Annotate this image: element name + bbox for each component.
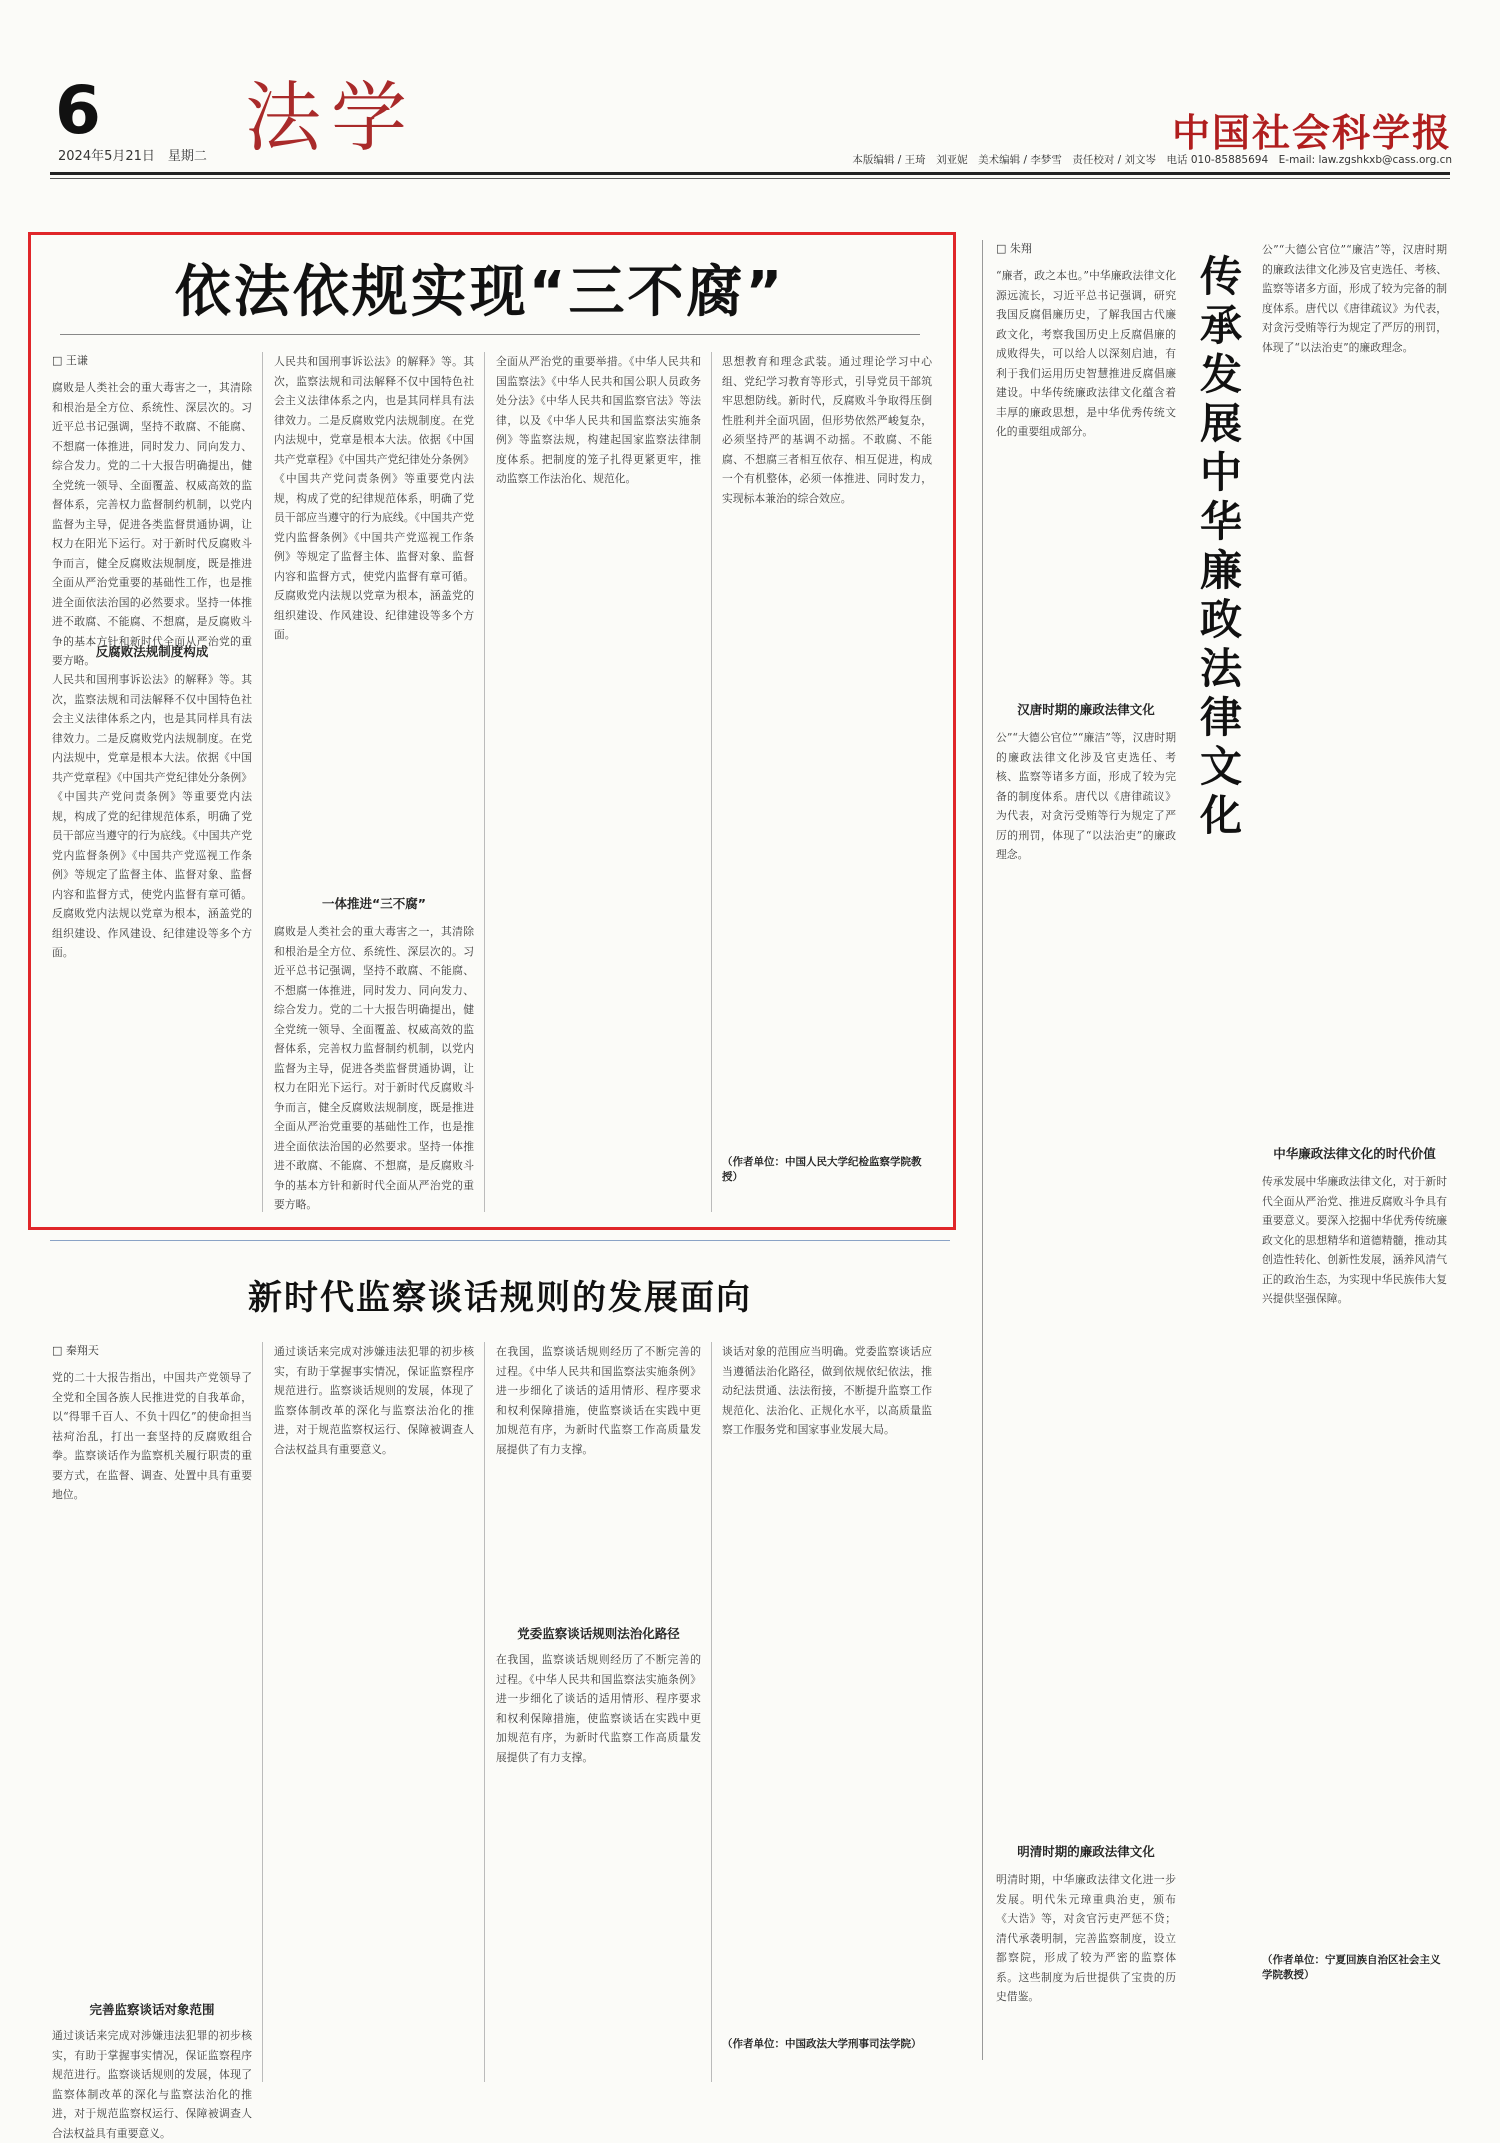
article3-column-2 bbox=[1262, 240, 1447, 1982]
article2-column-4 bbox=[722, 1342, 932, 2051]
article1-subhead-1: 反腐败法规制度构成 bbox=[95, 644, 209, 659]
right-column-divider bbox=[982, 240, 983, 2060]
column-divider bbox=[262, 352, 263, 1212]
article2-author: □ 秦翔天 bbox=[52, 1344, 99, 1357]
article1-text-3: 全面从严治党的重要举措。《中华人民共和国监察法》《中华人民共和国公职人员政务处分法》《中华人民共和国监察官法》等法律，以及《中华人民共和国监察法实施条例》等监察法规，构建起国家监察法律制度体系。把制度的笼子扎得更紧更牢，推动监察工作法治化、规范化。 bbox=[496, 355, 701, 485]
article1-text-2: 人民共和国刑事诉讼法》的解释》等。其次，监察法规和司法解释不仅中国特色社会主义法律体系之内，也是其同样具有法律效力。二是反腐败党内法规制度。在党内法规中，党章是根本大法。依据《中国共产党章程》《中国共产党纪律处分条例》《中国共产党问责条例》等重要党内法规，构成了党的纪律规范体系，明确了党员干部应当遵守的行为底线。《中国共产党党内监督条例》《中国共产党巡视工作条例》等规定了监督主体、监督对象、监督内容和监督方式，使党内监督有章可循。反腐败党内法规以党章为根本，涵盖党的组织建设、作风建设、纪律建设等多个方面。 bbox=[274, 355, 474, 641]
article1-column-1 bbox=[52, 352, 252, 1170]
article2-text-1: 党的二十大报告指出，中国共产党领导了全党和全国各族人民推进党的自我革命，以“得罪千百人、不负十四亿”的使命担当祛疴治乱，打出一套坚持的反腐败组合拳。监察谈话作为监察机关履行职责的重要方式，在监督、调查、处置中具有重要地位。 bbox=[52, 1371, 252, 1501]
issue-date: 2024年5月21日 星期二 bbox=[58, 149, 207, 164]
article1-text-2b: 腐败是人类社会的重大毒害之一，其清除和根治是全方位、系统性、深层次的。习近平总书记强调，坚持不敢腐、不能腐、不想腐一体推进，同时发力、同向发力、综合发力。党的二十大报告明确提出，健全党统一领导、全面覆盖、权威高效的监督体系，完善权力监督制约机制，以党内监督为主导，促进各类监督贯通协调，让权力在阳光下运行。对于新时代反腐败斗争而言，健全反腐败法规制度，既是推进全面从严治党重要的基础性工作，也是推进全面依法治国的必然要求。坚持一体推进不敢腐、不能腐、不想腐，是反腐败斗争的基本方针和新时代全面从严治党的重要方略。 bbox=[274, 925, 474, 1211]
article1-text-4: 思想教育和理念武装。通过理论学习中心组、党纪学习教育等形式，引导党员干部筑牢思想防线。新时代，反腐败斗争取得压倒性胜利并全面巩固，但形势依然严峻复杂，必须坚持严的基调不动摇。不敢腐、不能腐、不想腐三者相互依存、相互促进，构成一个有机整体，必须一体推进、同时发力，实现标本兼治的综合效应。 bbox=[722, 355, 932, 505]
column-divider bbox=[484, 1342, 485, 2082]
article1-headline[interactable]: 依法依规实现“三不腐” bbox=[174, 260, 786, 325]
article3-subhead-2: 中华廉政法律文化的时代价值 bbox=[1273, 1146, 1436, 1161]
column-divider bbox=[711, 1342, 712, 2082]
column-divider bbox=[711, 352, 712, 1212]
article-separator bbox=[50, 1240, 950, 1241]
masthead-rule-thin bbox=[50, 178, 1450, 179]
article3-subhead-3: 明清时期的廉政法律文化 bbox=[1017, 1844, 1155, 1859]
editors-line: 本版编辑 / 王琦 刘亚妮 美术编辑 / 李梦雪 责任校对 / 刘文岑 电话 010-85885694 E-mail: law.zgshkxb@cass.org.cn bbox=[852, 154, 1452, 166]
article1-column-3 bbox=[496, 352, 701, 1192]
article2-column-2 bbox=[274, 1342, 474, 2082]
article1-headline-rule bbox=[60, 334, 920, 335]
article3-column-1 bbox=[996, 240, 1176, 2010]
article1-credit: （作者单位：中国人民大学纪检监察学院教授） bbox=[722, 1156, 922, 1183]
article3-subhead-1: 汉唐时期的廉政法律文化 bbox=[1017, 702, 1155, 717]
article2-text-3: 在我国，监察谈话规则经历了不断完善的过程。《中华人民共和国监察法实施条例》进一步细化了谈话的适用情形、程序要求和权利保障措施，使监察谈话在实践中更加规范有序，为新时代监察工作高质量发展提供了有力支撑。 bbox=[496, 1345, 701, 1456]
article1-author: □ 王谦 bbox=[52, 354, 88, 367]
article1-column-4 bbox=[722, 352, 932, 1184]
page-number: 6 bbox=[55, 72, 101, 149]
article2-credit: （作者单位：中国政法大学刑事司法学院） bbox=[722, 2038, 922, 2050]
article2-column-3 bbox=[496, 1342, 701, 2070]
column-divider bbox=[262, 1342, 263, 2082]
article2-text-3b: 在我国，监察谈话规则经历了不断完善的过程。《中华人民共和国监察法实施条例》进一步细化了谈话的适用情形、程序要求和权利保障措施，使监察谈话在实践中更加规范有序，为新时代监察工作高质量发展提供了有力支撑。 bbox=[496, 1653, 701, 1764]
section-title: 法学 bbox=[245, 73, 417, 162]
article1-column-2 bbox=[274, 352, 474, 1211]
article2-text-4: 谈话对象的范围应当明确。党委监察谈话应当遵循法治化路径，做到依规依纪依法，推动纪法贯通、法法衔接，不断提升监察工作规范化、法治化、正规化水平，以高质量监察工作服务党和国家事业发展大局。 bbox=[722, 1345, 932, 1436]
article2-subhead-1: 完善监察谈话对象范围 bbox=[89, 2002, 215, 2017]
newspaper-brand: 中国社会科学报 bbox=[1171, 110, 1452, 155]
article3-text-1: “廉者，政之本也。”中华廉政法律文化源远流长，习近平总书记强调，研究我国反腐倡廉历史，了解我国古代廉政文化，考察我国历史上反腐倡廉的成败得失，可以给人以深刻启迪，有利于我们运用历史智慧推进反腐倡廉建设。中华传统廉政法律文化蕴含着丰厚的廉政思想，是中华优秀传统文化的重要组成部分。 bbox=[996, 269, 1176, 438]
article1-text-1: 腐败是人类社会的重大毒害之一，其清除和根治是全方位、系统性、深层次的。习近平总书记强调，坚持不敢腐、不能腐、不想腐一体推进，同时发力、同向发力、综合发力。党的二十大报告明确提出，健全党统一领导、全面覆盖、权威高效的监督体系，完善权力监督制约机制，以党内监督为主导，促进各类监督贯通协调，让权力在阳光下运行。对于新时代反腐败斗争而言，健全反腐败法规制度，既是推进全面从严治党重要的基础性工作，也是推进全面依法治国的必然要求。坚持一体推进不敢腐、不能腐、不想腐，是反腐败斗争的基本方针和新时代全面从严治党的重要方略。 bbox=[52, 381, 252, 667]
article2-text-1b: 通过谈话来完成对涉嫌违法犯罪的初步核实，有助于掌握事实情况，保证监察程序规范进行。监察谈话规则的发展，体现了监察体制改革的深化与监察法治化的推进，对于规范监察权运行、保障被调查人合法权益具有重要意义。 bbox=[52, 2029, 252, 2140]
article3-credit: （作者单位：宁夏回族自治区社会主义学院教授） bbox=[1262, 1954, 1441, 1981]
article3-text-2: 公”“大德公官位”“廉洁”等，汉唐时期的廉政法律文化涉及官吏选任、考核、监察等诸多方面，形成了较为完备的制度体系。唐代以《唐律疏议》为代表，对贪污受贿等行为规定了严厉的刑罚，体现了“以法治吏”的廉政理念。 bbox=[1262, 243, 1447, 354]
article2-text-2: 通过谈话来完成对涉嫌违法犯罪的初步核实，有助于掌握事实情况，保证监察程序规范进行。监察谈话规则的发展，体现了监察体制改革的深化与监察法治化的推进，对于规范监察权运行、保障被调查人合法权益具有重要意义。 bbox=[274, 1345, 474, 1456]
article3-text-1b: 公”“大德公官位”“廉洁”等，汉唐时期的廉政法律文化涉及官吏选任、考核、监察等诸多方面，形成了较为完备的制度体系。唐代以《唐律疏议》为代表，对贪污受贿等行为规定了严厉的刑罚，体现了“以法治吏”的廉政理念。 bbox=[996, 731, 1176, 861]
article1-text-1b: 人民共和国刑事诉讼法》的解释》等。其次，监察法规和司法解释不仅中国特色社会主义法律体系之内，也是其同样具有法律效力。二是反腐败党内法规制度。在党内法规中，党章是根本大法。依据《中国共产党章程》《中国共产党纪律处分条例》《中国共产党问责条例》等重要党内法规，构成了党的纪律规范体系，明确了党员干部应当遵守的行为底线。《中国共产党党内监督条例》《中国共产党巡视工作条例》等规定了监督主体、监督对象、监督内容和监督方式，使党内监督有章可循。反腐败党内法规以党章为根本，涵盖党的组织建设、作风建设、纪律建设等多个方面。 bbox=[52, 673, 252, 959]
article1-subhead-2: 一体推进“三不腐” bbox=[322, 896, 426, 911]
column-divider bbox=[484, 352, 485, 1212]
article3-text-2b: 传承发展中华廉政法律文化，对于新时代全面从严治党、推进反腐败斗争具有重要意义。要深入挖掘中华优秀传统廉政文化的思想精华和道德精髓，推动其创造性转化、创新性发展，涵养风清气正的政治生态，为实现中华民族伟大复兴提供坚强保障。 bbox=[1262, 1175, 1447, 1305]
article2-column-1 bbox=[52, 1342, 252, 2140]
masthead-rule bbox=[50, 172, 1450, 175]
article2-headline[interactable]: 新时代监察谈话规则的发展面向 bbox=[248, 1278, 752, 1318]
article3-author: □ 朱翔 bbox=[996, 242, 1032, 255]
article3-headline[interactable]: 传承发展中华廉政法律文化 bbox=[1199, 252, 1242, 840]
article2-subhead-2: 党委监察谈话规则法治化路径 bbox=[517, 1626, 680, 1641]
article3-text-1c: 明清时期，中华廉政法律文化进一步发展。明代朱元璋重典治吏，颁布《大诰》等，对贪官污吏严惩不贷；清代承袭明制，完善监察制度，设立都察院，形成了较为严密的监察体系。这些制度为后世提供了宝贵的历史借鉴。 bbox=[996, 1873, 1176, 2003]
